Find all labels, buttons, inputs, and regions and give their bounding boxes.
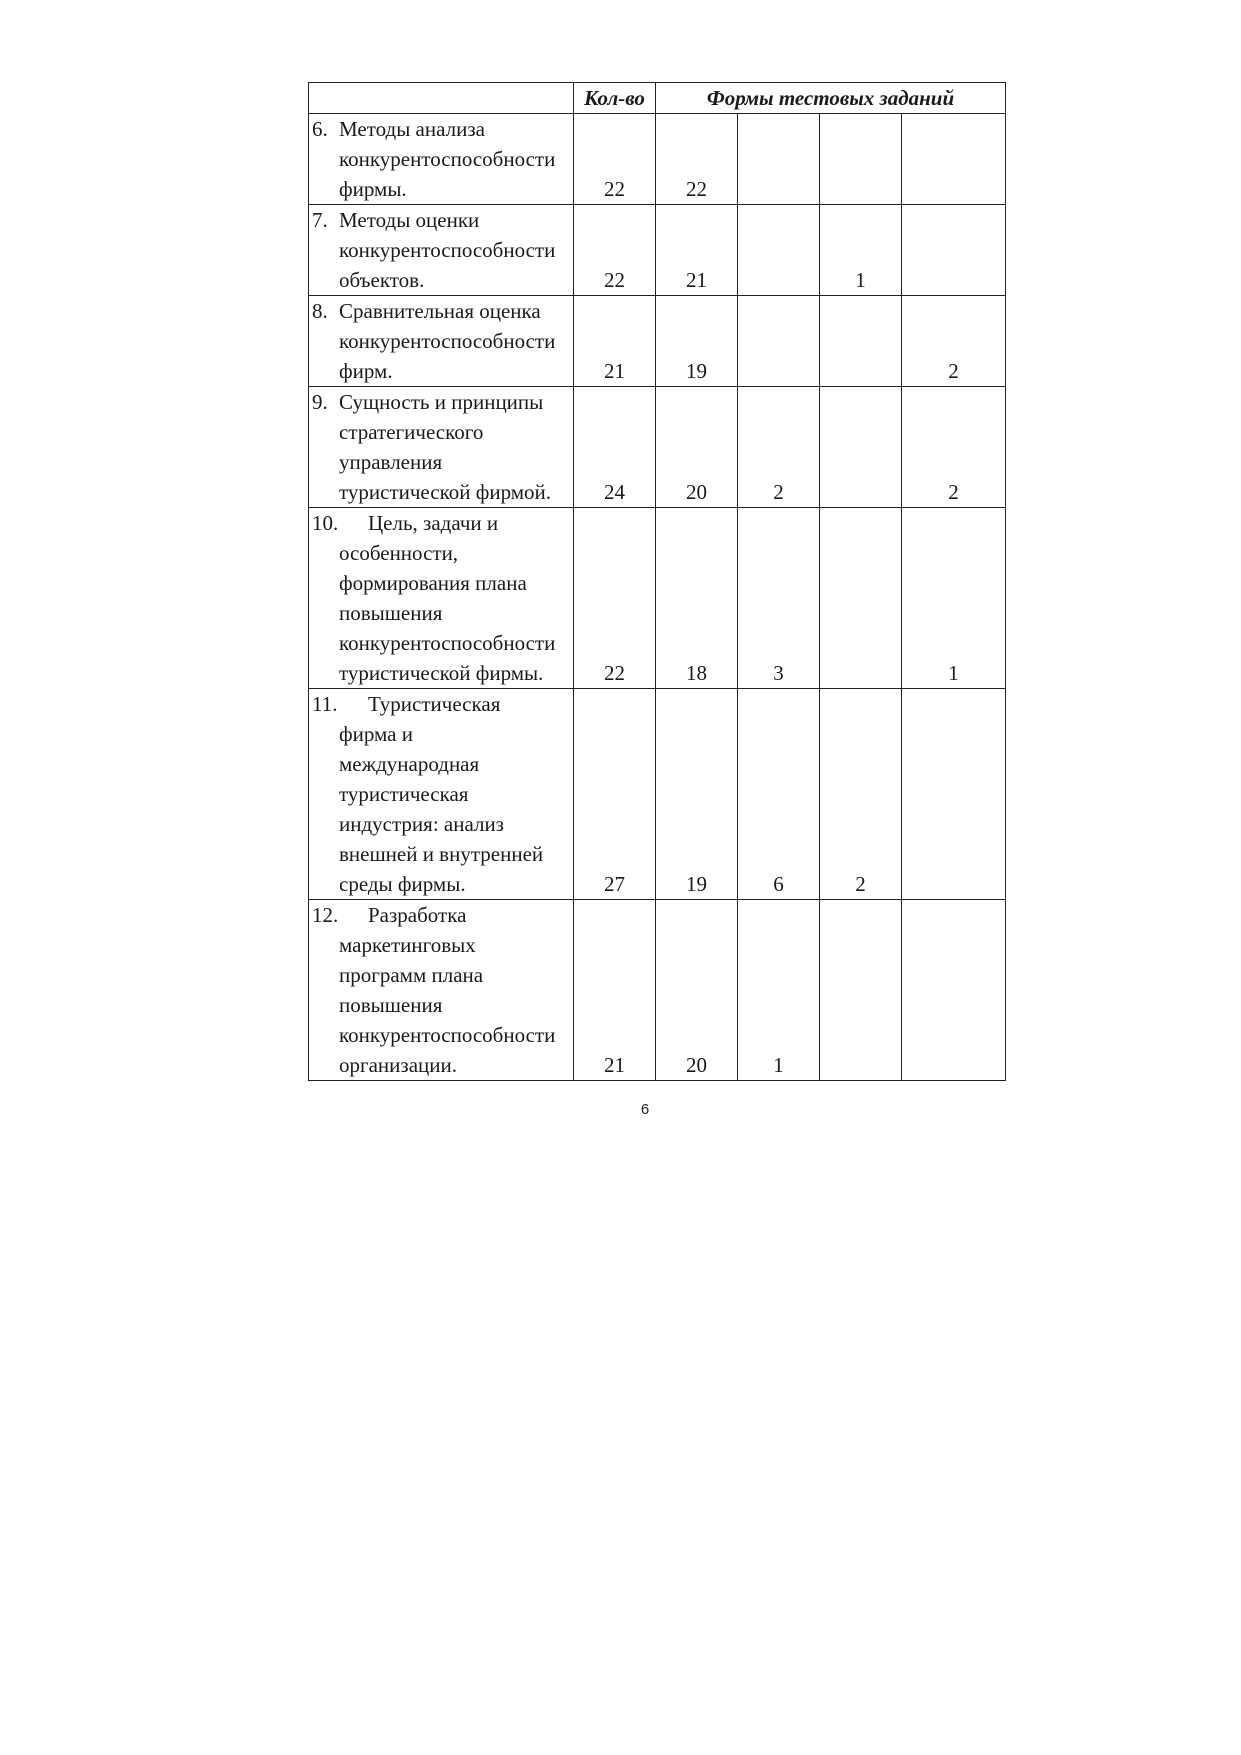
count-cell: 22 [574, 205, 656, 296]
topic-number: 12. [312, 903, 339, 927]
form-cell-4: 2 [902, 387, 1006, 508]
topic-text [309, 900, 573, 1080]
topic-line: Методы оценки [339, 208, 480, 232]
count-cell: 22 [574, 508, 656, 689]
topic-line: программ плана [339, 963, 484, 987]
form-cell-1: 19 [656, 689, 738, 900]
form-cell-4 [902, 689, 1006, 900]
topic-number: 10. [312, 511, 339, 535]
topic-line: Сущность и принципы [339, 390, 544, 414]
form-cell-1: 21 [656, 205, 738, 296]
topic-line: управления [339, 450, 443, 474]
topic-cell [309, 900, 574, 1081]
form-cell-3 [820, 508, 902, 689]
table-row [309, 114, 1006, 205]
topic-line: туристической фирмой. [339, 480, 552, 504]
table-row [309, 205, 1006, 296]
form-cell-1: 20 [656, 900, 738, 1081]
page-number: 6 [640, 1101, 650, 1118]
topic-text [309, 689, 573, 899]
form-cell-3 [820, 114, 902, 205]
topic-line: Цель, задачи и [368, 511, 499, 535]
count-cell: 24 [574, 387, 656, 508]
topic-line: фирма и [339, 722, 413, 746]
topic-line: Методы анализа [339, 117, 485, 141]
topic-line: среды фирмы. [339, 872, 466, 896]
topic-cell [309, 296, 574, 387]
form-cell-4 [902, 900, 1006, 1081]
topic-cell [309, 689, 574, 900]
topic-line: повышения [339, 601, 443, 625]
topic-line: туристическая [339, 782, 469, 806]
table-row [309, 689, 1006, 900]
form-cell-3 [820, 296, 902, 387]
form-cell-2 [738, 205, 820, 296]
count-cell: 21 [574, 296, 656, 387]
form-cell-1: 20 [656, 387, 738, 508]
topic-text [309, 205, 573, 295]
table-body [309, 114, 1006, 1081]
topic-text [309, 508, 573, 688]
form-cell-2: 6 [738, 689, 820, 900]
form-cell-3 [820, 900, 902, 1081]
header-count: Кол-во [574, 83, 656, 114]
form-cell-1: 18 [656, 508, 738, 689]
topic-cell [309, 114, 574, 205]
form-cell-4: 2 [902, 296, 1006, 387]
form-cell-2 [738, 296, 820, 387]
table-header-row [309, 83, 1006, 114]
topic-line: фирм. [339, 359, 393, 383]
topic-line: Сравнительная оценка [339, 299, 541, 323]
topic-line: международная [339, 752, 480, 776]
form-cell-3: 1 [820, 205, 902, 296]
topic-text [309, 114, 573, 204]
count-cell: 22 [574, 114, 656, 205]
topic-line: стратегического [339, 420, 484, 444]
header-test-forms: Формы тестовых заданий [656, 83, 1006, 114]
topic-number: 8. [312, 299, 328, 323]
topic-line: Разработка [368, 903, 467, 927]
form-cell-4 [902, 114, 1006, 205]
table-row [309, 387, 1006, 508]
form-cell-3 [820, 387, 902, 508]
test-forms-table [308, 82, 1006, 1081]
form-cell-2: 3 [738, 508, 820, 689]
topic-text [309, 387, 573, 507]
topic-number: 11. [312, 692, 338, 716]
topic-line: организации. [339, 1053, 457, 1077]
topic-number: 9. [312, 390, 328, 414]
topic-line: формирования плана [339, 571, 527, 595]
topic-line: индустрия: анализ [339, 812, 504, 836]
form-cell-4: 1 [902, 508, 1006, 689]
topic-cell [309, 205, 574, 296]
topic-text [309, 296, 573, 386]
form-cell-2 [738, 114, 820, 205]
topic-line: конкурентоспособности [339, 147, 556, 171]
topic-line: фирмы. [339, 177, 407, 201]
table-row [309, 900, 1006, 1081]
count-cell: 21 [574, 900, 656, 1081]
header-topic [309, 83, 574, 114]
topic-line: Туристическая [368, 692, 501, 716]
topic-number: 6. [312, 117, 328, 141]
topic-line: конкурентоспособности [339, 329, 556, 353]
topic-line: конкурентоспособности [339, 631, 556, 655]
topic-line: повышения [339, 993, 443, 1017]
count-cell: 27 [574, 689, 656, 900]
topic-line: объектов. [339, 268, 425, 292]
topic-line: туристической фирмы. [339, 661, 544, 685]
form-cell-2: 1 [738, 900, 820, 1081]
topic-line: внешней и внутренней [339, 842, 544, 866]
topic-number: 7. [312, 208, 328, 232]
form-cell-4 [902, 205, 1006, 296]
table-row [309, 296, 1006, 387]
topic-line: конкурентоспособности [339, 1023, 556, 1047]
form-cell-1: 22 [656, 114, 738, 205]
topic-cell [309, 387, 574, 508]
topic-line: особенности, [339, 541, 459, 565]
form-cell-1: 19 [656, 296, 738, 387]
topic-cell [309, 508, 574, 689]
form-cell-3: 2 [820, 689, 902, 900]
table-row [309, 508, 1006, 689]
topic-line: конкурентоспособности [339, 238, 556, 262]
topic-line: маркетинговых [339, 933, 476, 957]
form-cell-2: 2 [738, 387, 820, 508]
